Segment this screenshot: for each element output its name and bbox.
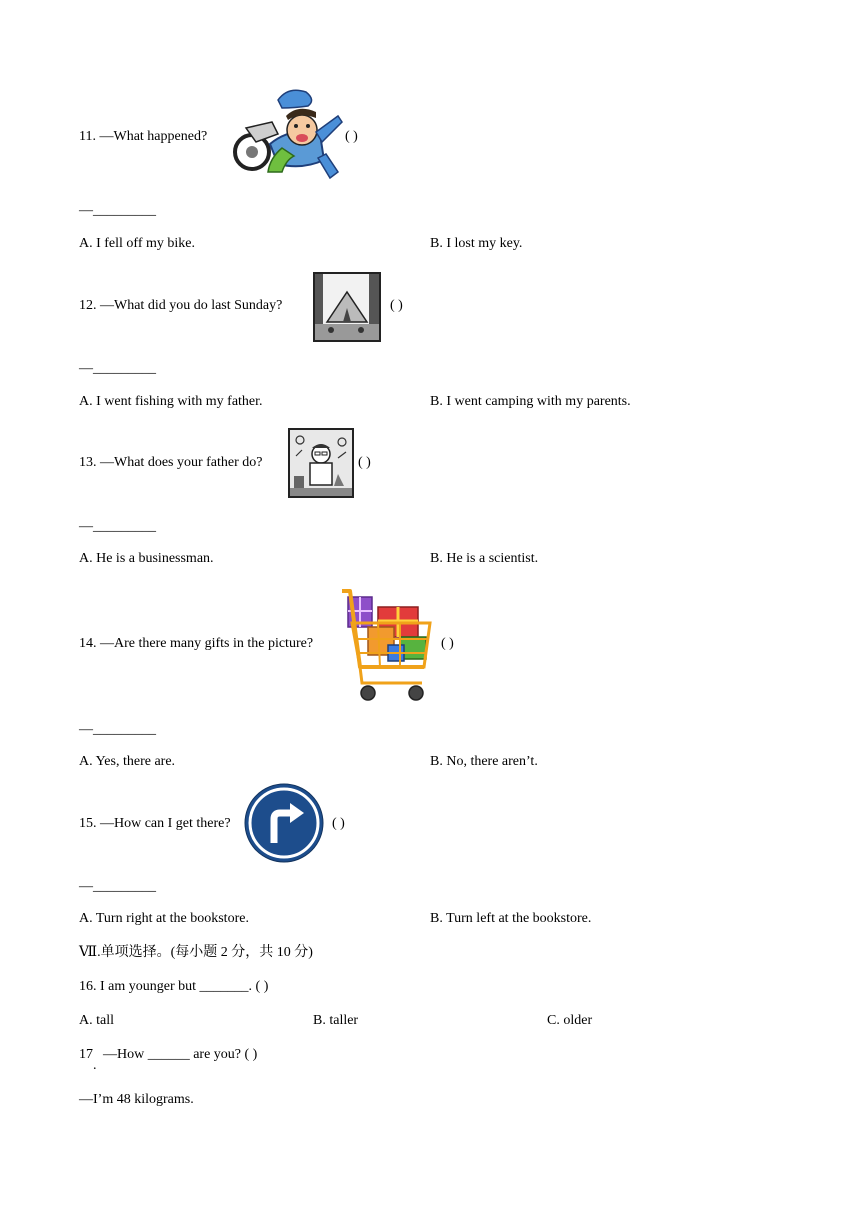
option-a[interactable]: A. Turn right at the bookstore.	[79, 911, 249, 926]
question-number: 14.	[79, 636, 97, 651]
option-a[interactable]: A. I went fishing with my father.	[79, 394, 263, 409]
question-text: —How can I get there?	[100, 816, 231, 831]
question-12	[79, 298, 282, 314]
question-text: —What did you do last Sunday?	[100, 298, 283, 313]
option-b[interactable]: B. taller	[313, 1013, 359, 1028]
question-text: —What happened?	[99, 129, 208, 144]
answer-line[interactable]: —_________	[79, 203, 156, 218]
answer-line[interactable]: —_________	[79, 361, 156, 376]
answer-parentheses[interactable]: ( )	[332, 816, 345, 831]
question-number: 15.	[79, 816, 97, 831]
question-17: —How ______ are you? ( )	[103, 1047, 258, 1062]
option-b[interactable]: B. I lost my key.	[430, 236, 523, 251]
question-number: 13.	[79, 455, 97, 470]
section-heading: Ⅶ.单项选择。(每小题 2 分，共 10 分)	[79, 945, 313, 960]
question-number: 11.	[79, 129, 96, 144]
question-11	[79, 129, 207, 145]
option-a[interactable]: A. I fell off my bike.	[79, 236, 195, 251]
shopping-cart-gifts-picture	[338, 583, 438, 707]
question-14	[79, 636, 313, 652]
question-16: 16. I am younger but _______. ( )	[79, 979, 269, 994]
question-number-dot: .	[93, 1058, 97, 1073]
answer-line[interactable]: —_________	[79, 519, 156, 534]
dialogue-reply: —I’m 48 kilograms.	[79, 1092, 194, 1107]
question-13	[79, 455, 263, 471]
option-a[interactable]: A. tall	[79, 1013, 114, 1028]
option-a[interactable]: A. He is a businessman.	[79, 551, 214, 566]
answer-parentheses[interactable]: ( )	[390, 298, 403, 313]
question-15	[79, 816, 231, 832]
option-b[interactable]: B. I went camping with my parents.	[430, 394, 631, 409]
turn-right-sign-icon	[244, 783, 324, 863]
option-b[interactable]: B. No, there aren’t.	[430, 754, 538, 769]
question-number: 17	[79, 1047, 93, 1062]
scientist-picture	[288, 428, 354, 498]
question-text: —What does your father do?	[100, 455, 263, 470]
option-a[interactable]: A. Yes, there are.	[79, 754, 176, 769]
camping-tent-picture	[313, 272, 381, 342]
answer-parentheses[interactable]: ( )	[345, 129, 358, 144]
option-b[interactable]: B. He is a scientist.	[430, 551, 539, 566]
option-c[interactable]: C. older	[547, 1013, 593, 1028]
answer-line[interactable]: —_________	[79, 722, 156, 737]
boy-falling-off-bike-picture	[232, 86, 344, 182]
option-b[interactable]: B. Turn left at the bookstore.	[430, 911, 592, 926]
answer-parentheses[interactable]: ( )	[441, 636, 454, 651]
answer-parentheses[interactable]: ( )	[358, 455, 371, 470]
question-number: 12.	[79, 298, 97, 313]
question-text: —Are there many gifts in the picture?	[100, 636, 314, 651]
answer-line[interactable]: —_________	[79, 879, 156, 894]
